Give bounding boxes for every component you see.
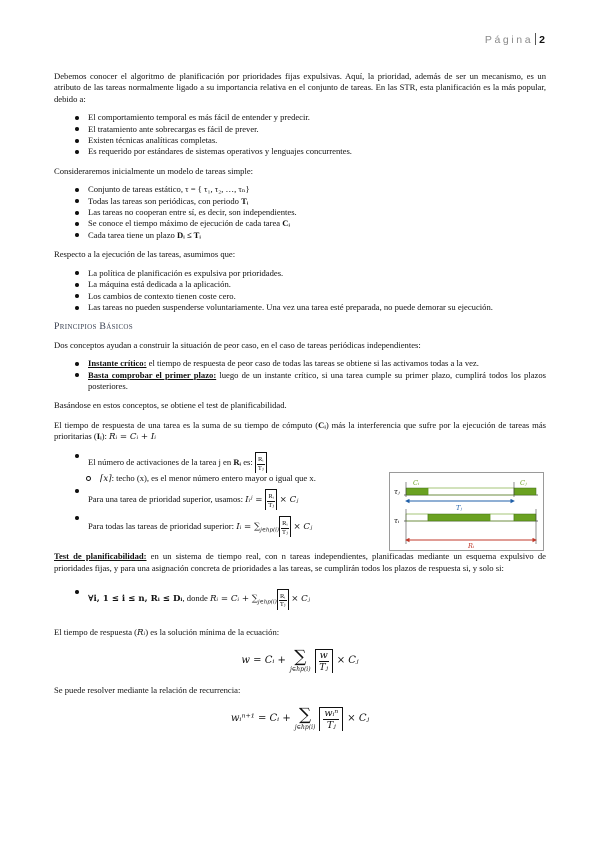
tau-j-exec-block <box>514 488 536 495</box>
list-item: Se conoce el tiempo máximo de ejecución de cada tarea Cᵢ <box>54 218 546 229</box>
tau-j-idle-block <box>428 488 514 495</box>
sum-symbol: ∑ <box>294 647 307 668</box>
tau-i-exec-block <box>428 514 490 521</box>
concept-term: Basta comprobar el primer plazo: <box>88 369 217 380</box>
section-title: Principios Básicos <box>54 321 133 333</box>
exec-intro: Respecto a la ejecución de las tareas, asumimos que: <box>54 249 236 260</box>
list-item: Todas las tareas son periódicas, con periodo Tᵢ <box>54 196 546 207</box>
ri-label: Rᵢ <box>468 542 475 550</box>
model-intro: Consideraremos inicialmente un modelo de tareas simple: <box>54 165 254 176</box>
concepts-intro: Dos conceptos ayudan a construir la situación de peor caso, en el caso de tareas periódicas independientes: <box>54 339 421 350</box>
concepts-list <box>54 358 546 392</box>
list-item: Para todas las tareas de prioridad superior: Iᵢ = $\sum_{j\in hp(i)}$ $\frac{\text{Rᵢ}}{\text{Tⱼ}}$ × Cⱼ <box>54 513 384 544</box>
condition-list <box>54 586 546 615</box>
response-time-diagram <box>389 472 544 551</box>
tj-period-label: Tⱼ <box>456 504 463 512</box>
list-item: Existen técnicas analíticas completas. <box>54 135 546 146</box>
timeline-svg <box>390 473 543 550</box>
response-formula: Rᵢ = Cᵢ + Iᵢ <box>109 432 156 443</box>
list-item: Cada tarea tiene un plazo Dᵢ ≤ Tᵢ <box>54 230 546 241</box>
list-item: Las tareas no pueden suspenderse voluntariamente. Una vez una tarea esté preparada, no puede demorar su ejecución. <box>54 302 546 313</box>
sum-symbol: ∑ <box>298 704 312 725</box>
intro-paragraph: Debemos conocer el algoritmo de planificación por prioridades fijas expulsivas. Aquí, la prioridad, además de ser un mecanismo, es un atributo de las tareas normalmente ligado a su importancia relativa en el conjunto de tareas. En las STR, esta planificación es la más popular, debido a: <box>54 71 546 104</box>
list-item: El número de activaciones de la tarea j en Rᵢ es: $\frac{\text{Rᵢ}}{\text{Tⱼ}}$ <box>54 451 384 474</box>
page-label: Página <box>484 34 534 46</box>
period-symbol: Tᵢ <box>241 195 249 206</box>
cj-label: Cⱼ <box>520 479 527 487</box>
list-item: El comportamiento temporal es más fácil de entender y predecir. <box>54 112 546 123</box>
reasons-list <box>54 112 546 158</box>
concept-term: Instante crítico: <box>88 358 147 369</box>
list-item: El tratamiento ante sobrecargas es fácil de prever. <box>54 124 546 135</box>
response-paragraph: El tiempo de respuesta de una tarea es la suma de su tiempo de cómputo (Cᵢ) más la interferencia que sufre por la ejecución de tareas más prioritarias (Iᵢ): Rᵢ = Cᵢ + Iᵢ <box>54 419 546 443</box>
ceil-fraction: $\frac{\text{Rᵢ}}{\text{Tⱼ}}$ <box>255 452 267 473</box>
list-item: Para una tarea de prioridad superior, usamos: Iᵢʲ = $\frac{\text{Rᵢ}}{\text{Tⱼ}}$ × Cⱼ <box>54 486 384 513</box>
tau-i-exec-block <box>514 514 536 521</box>
deadline-symbol: Dᵢ ≤ Tᵢ <box>177 229 201 240</box>
page-number: 2 <box>539 34 545 46</box>
list-item: Conjunto de tareas estático, τ = { τ₁, τ₂, …, τₙ} <box>54 184 546 195</box>
tau-j-exec-block <box>406 488 428 495</box>
recurrence-intro: Se puede resolver mediante la relación de recurrencia: <box>54 685 241 696</box>
interference-list <box>54 451 384 544</box>
min-solution-text: El tiempo de respuesta (Rᵢ) es la solución mínima de la ecuación: <box>54 626 280 638</box>
test-definition: Test de planificabilidad: en un sistema de tiempo real, con n tareas independientes, planificadas mediante un esquema expulsivo de prioridades fijas, y para una asignación concreta de prioridades a las tareas, se cumplirán todos los plazos de respuesta si, y solo si: <box>54 551 546 573</box>
test-term: Test de planificabilidad: <box>54 551 147 562</box>
header-divider <box>535 33 536 45</box>
list-item: La máquina está dedicada a la aplicación. <box>54 279 546 290</box>
tau-j-label: τⱼ <box>394 488 400 496</box>
list-item: Los cambios de contexto tienen coste cero. <box>54 291 546 302</box>
list-item: Instante crítico: el tiempo de respuesta de peor caso de todas las tareas se obtiene si las activamos todas a la vez. <box>54 358 546 369</box>
list-item: La política de planificación es expulsiva por prioridades. <box>54 268 546 279</box>
exec-list <box>54 268 546 314</box>
tau-i-label: τᵢ <box>394 517 400 525</box>
test-intro: Basándose en estos conceptos, se obtiene el test de planificabilidad. <box>54 400 287 411</box>
equation-response: w = Cᵢ + ∑ j∈hp(i) $\frac{w}{\text{Tⱼ}}$ × Cⱼ <box>241 647 359 674</box>
model-list <box>54 184 546 241</box>
list-item: Es requerido por estándares de sistemas operativos y lenguajes concurrentes. <box>54 146 546 157</box>
ci-label: Cᵢ <box>413 479 420 487</box>
equation-recurrence: wᵢⁿ⁺¹ = Cᵢ + ∑ j∈hp(i) wᵢⁿ Tⱼ × Cⱼ <box>230 704 370 731</box>
list-item: ⌈x⌉: techo (x), es el menor número entero mayor o igual que x. <box>54 473 384 485</box>
document-body <box>54 71 546 731</box>
list-item: Las tareas no cooperan entre sí, es decir, son independientes. <box>54 207 546 218</box>
page-header <box>485 33 545 46</box>
list-item: Basta comprobar el primer plazo: luego de un instante crítico, si una tarea cumple su primer plazo, cumplirá todos los plazos posteriores. <box>54 370 546 393</box>
compute-symbol: Cᵢ <box>282 218 290 229</box>
list-item: ∀i, 1 ≤ i ≤ n, Rᵢ ≤ Dᵢ, donde Rᵢ = Cᵢ + $\sum_{j\in hp(i)}$ $\frac{\text{Rᵢ}}{\text{Tⱼ}}$ × Cⱼ <box>54 586 546 615</box>
